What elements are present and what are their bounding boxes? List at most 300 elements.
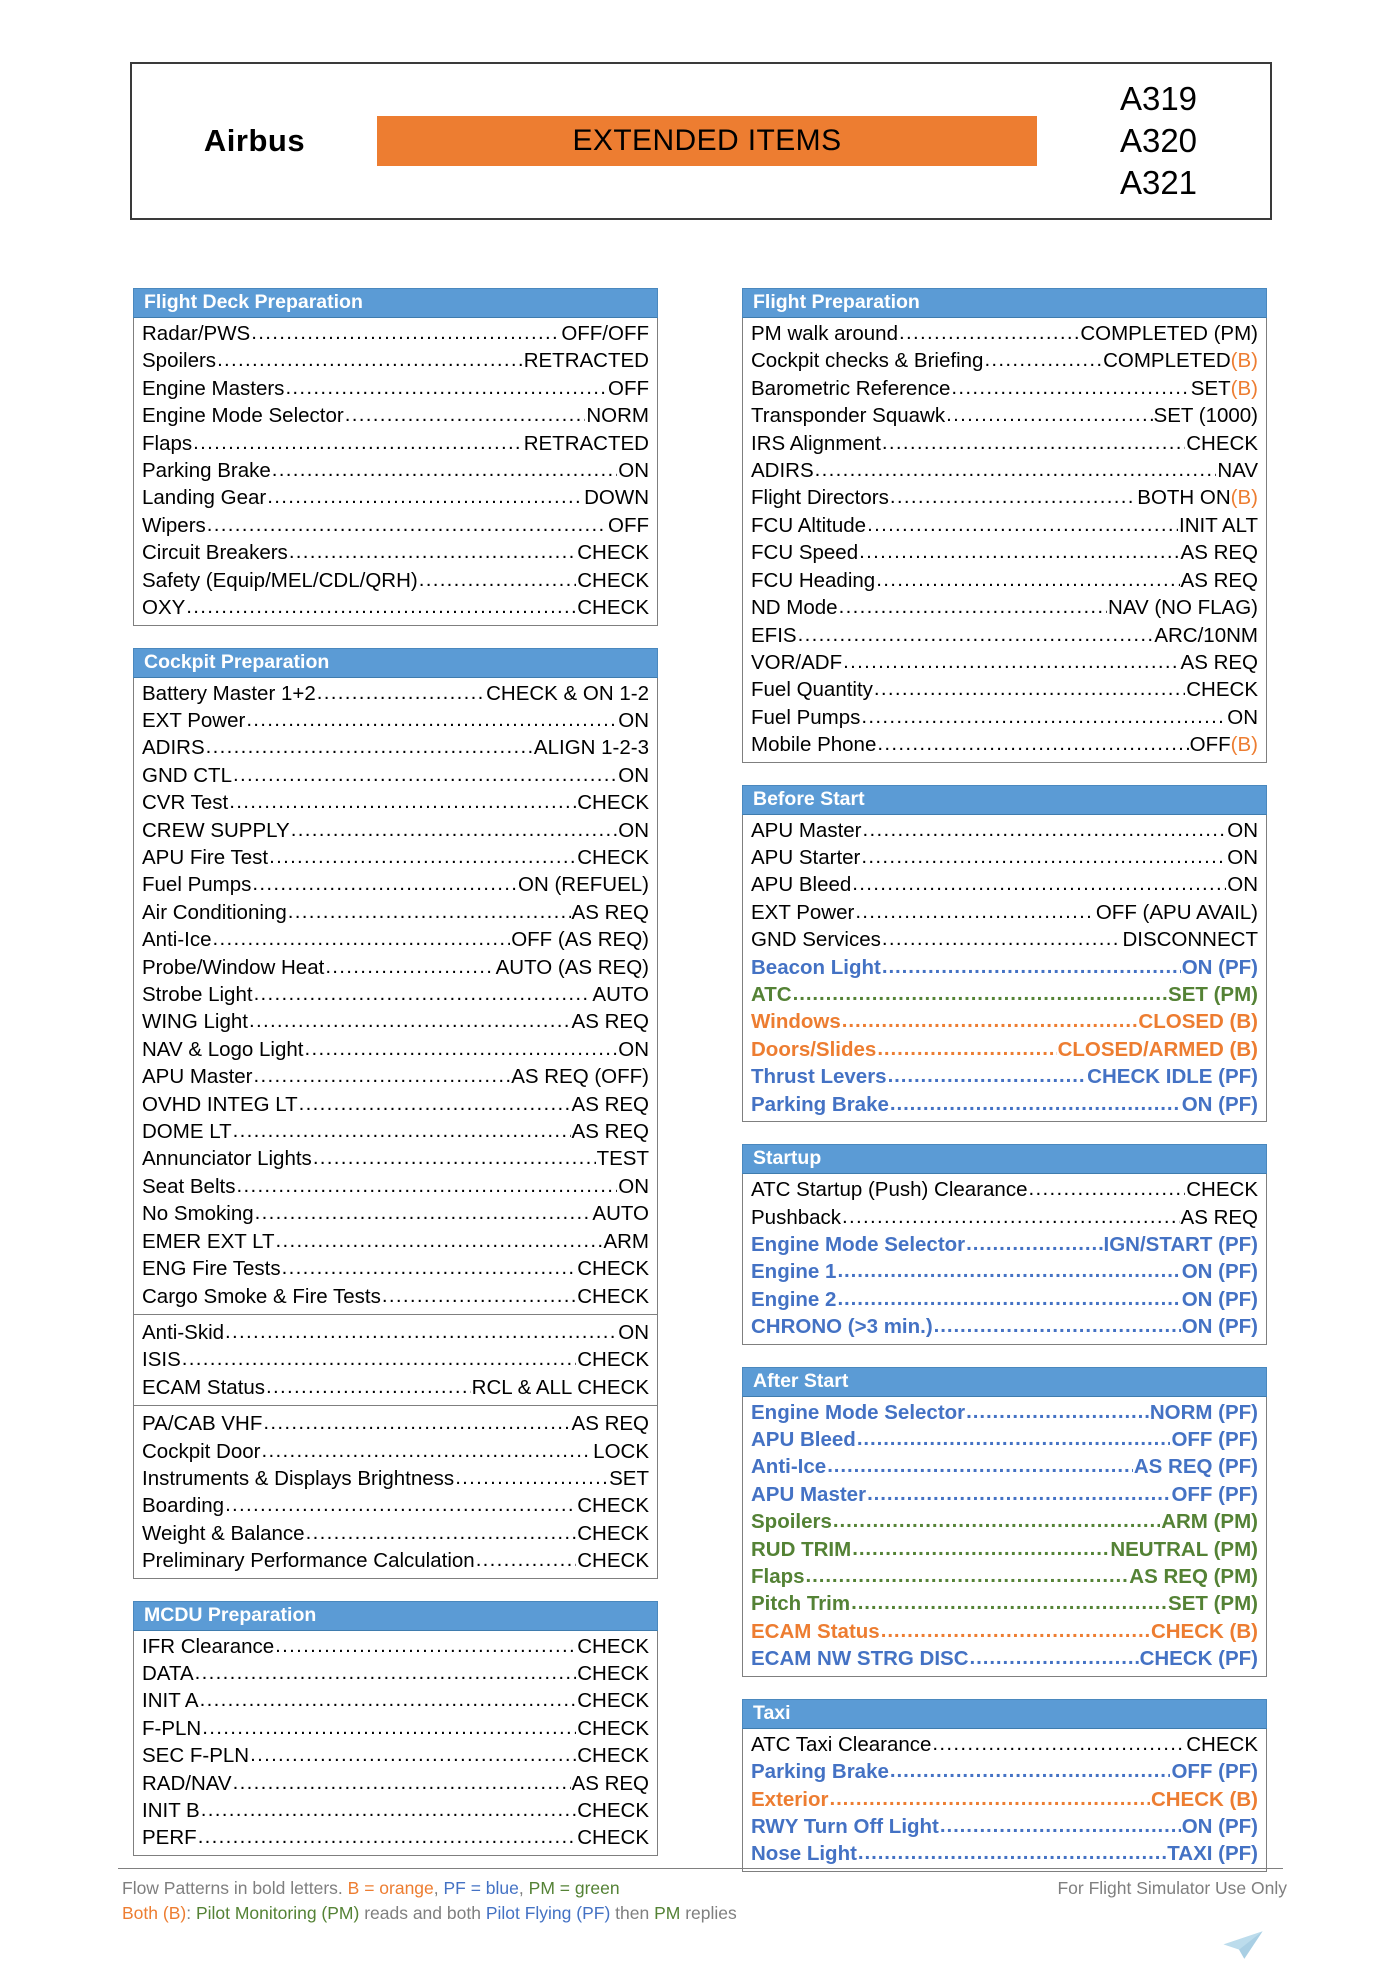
dot-leader: [837, 1286, 1180, 1312]
checklist-row: [751, 1840, 1258, 1867]
checklist-item-label: Annunciator Lights: [142, 1147, 312, 1171]
dot-leader: [246, 707, 617, 733]
dot-leader: [806, 1563, 1129, 1589]
checklist-item-value: CHECK: [577, 1744, 649, 1768]
dot-leader: [970, 1645, 1139, 1671]
dot-leader: [254, 1063, 511, 1089]
checklist-item-label: NAV & Logo Light: [142, 1037, 304, 1061]
checklist-row: [751, 899, 1258, 926]
dot-leader: [867, 512, 1178, 538]
checklist-item-label: GND Services: [751, 928, 881, 952]
checklist-item-label: ENG Fire Tests: [142, 1257, 281, 1281]
checklist-item-label: CHRONO (>3 min.): [751, 1315, 933, 1339]
checklist-item-label: INIT B: [142, 1799, 200, 1823]
checklist-row: [751, 1008, 1258, 1035]
checklist-row: [751, 320, 1258, 347]
checklist-row: [751, 1453, 1258, 1480]
dot-leader: [306, 1520, 577, 1546]
checklist-item-label: ISIS: [142, 1348, 181, 1372]
dot-leader: [233, 1770, 571, 1796]
checklist-item-label: SEC F-PLN: [142, 1744, 250, 1768]
dot-leader: [837, 1258, 1180, 1284]
dot-leader: [966, 1231, 1102, 1257]
checklist-item-value: DISCONNECT: [1122, 928, 1258, 952]
checklist-item-label: PERF: [142, 1826, 197, 1850]
checklist-row: [142, 1319, 649, 1346]
checklist-item-value: CHECK: [577, 1521, 649, 1545]
checklist-item-label: Air Conditioning: [142, 900, 287, 924]
checklist-row: [142, 1145, 649, 1172]
checklist-row: [142, 1228, 649, 1255]
checklist-item-value: OFF (PF): [1171, 1482, 1258, 1506]
checklist-item-label: FCU Speed: [751, 541, 859, 565]
right-column: [742, 288, 1267, 1894]
checklist-item-label: ECAM NW STRG DISC: [751, 1647, 969, 1671]
dot-leader: [882, 954, 1181, 980]
checklist-item-value: RETRACTED: [523, 431, 649, 455]
checklist-row: [751, 375, 1258, 402]
checklist-item-label: No Smoking: [142, 1202, 254, 1226]
checklist-item-suffix: (B): [1230, 733, 1258, 757]
checklist-item-value: SET (1000): [1153, 404, 1258, 428]
checklist-item-label: Preliminary Performance Calculation: [142, 1549, 475, 1573]
checklist-item-label: Battery Master 1+2: [142, 681, 316, 705]
checklist-row: [751, 676, 1258, 703]
footer-legend-part: PF = blue: [443, 1878, 519, 1898]
checklist-item-value: OFF/OFF: [561, 322, 649, 346]
checklist-item-value: RCL & ALL CHECK: [471, 1375, 649, 1399]
section-title: MCDU Preparation: [133, 1601, 658, 1631]
dot-leader: [940, 1813, 1181, 1839]
checklist-item-value: AS REQ (OFF): [511, 1065, 649, 1089]
dot-leader: [317, 680, 485, 706]
checklist-item-value: ON (PF): [1181, 1092, 1258, 1116]
checklist-item-value: CHECK (PF): [1139, 1647, 1258, 1671]
dot-leader: [858, 1840, 1166, 1866]
dot-leader: [815, 457, 1217, 483]
model-a320: A320: [1119, 121, 1198, 159]
checklist-item-value: ARC/10NM: [1154, 623, 1258, 647]
checklist-item-value: TAXI (PF): [1167, 1842, 1258, 1866]
group-divider: [134, 1314, 657, 1315]
checklist-item-value: ARM: [603, 1229, 649, 1253]
checklist-row: [142, 1770, 649, 1797]
footer-right-note: For Flight Simulator Use Only: [1057, 1878, 1287, 1898]
checklist-row: [751, 1063, 1258, 1090]
checklist-item-value: NORM: [586, 404, 649, 428]
checklist-item-label: OXY: [142, 596, 186, 620]
checklist-row: [142, 1091, 649, 1118]
dot-leader: [852, 1536, 1109, 1562]
checklist-item-label: Pitch Trim: [751, 1592, 851, 1616]
checklist-item-label: Spoilers: [142, 349, 217, 373]
checklist-item-label: Landing Gear: [142, 486, 267, 510]
checklist-row: [142, 1660, 649, 1687]
dot-leader: [200, 1687, 577, 1713]
checklist-item-value: SET: [609, 1466, 649, 1490]
checklist-item-value: AUTO (AS REQ): [495, 955, 649, 979]
footer: [122, 1876, 1287, 1926]
checklist-item-value: CHECK: [577, 791, 649, 815]
checklist-item-value: CHECK & ON 1-2: [486, 681, 649, 705]
dot-leader: [289, 539, 576, 565]
checklist-row: [751, 1590, 1258, 1617]
dot-leader: [275, 1633, 576, 1659]
checklist-item-label: Barometric Reference: [751, 376, 951, 400]
checklist-item-label: Engine 1: [751, 1260, 837, 1284]
checklist-item-value: SET: [1190, 376, 1231, 400]
dot-leader: [282, 1255, 577, 1281]
checklist-item-value: INIT ALT: [1179, 513, 1258, 537]
checklist-item-value: OFF: [1189, 733, 1231, 757]
checklist-item-value: ON (PF): [1181, 1260, 1258, 1284]
dot-leader: [325, 954, 494, 980]
checklist-row: [751, 1786, 1258, 1813]
dot-leader: [201, 1797, 577, 1823]
checklist-row: [751, 1563, 1258, 1590]
checklist-row: [751, 484, 1258, 511]
checklist-item-value: CHECK: [1186, 678, 1258, 702]
dot-leader: [252, 871, 517, 897]
checklist-item-value: AS REQ (PM): [1129, 1565, 1258, 1589]
checklist-row: [142, 567, 649, 594]
checklist-row: [751, 1286, 1258, 1313]
checklist-item-value: SET (PM): [1168, 1592, 1258, 1616]
dot-leader: [890, 1091, 1181, 1117]
dot-leader: [225, 1319, 617, 1345]
checklist-item-label: Nose Light: [751, 1842, 857, 1866]
checklist-row: [142, 1036, 649, 1063]
checklist-row: [142, 1255, 649, 1282]
checklist-item-value: AS REQ: [571, 900, 649, 924]
dot-leader: [304, 1036, 617, 1062]
checklist-item-value: AS REQ: [571, 1092, 649, 1116]
section-rows: [743, 1174, 1266, 1343]
checklist-row: [751, 1618, 1258, 1645]
checklist-item-value: CHECK: [577, 1549, 649, 1573]
checklist-row: [142, 594, 649, 621]
checklist-item-value: ON: [618, 763, 649, 787]
checklist-item-label: VOR/ADF: [751, 650, 843, 674]
checklist-row: [751, 649, 1258, 676]
dot-leader: [876, 567, 1179, 593]
dot-leader: [250, 1742, 576, 1768]
dot-leader: [255, 1200, 592, 1226]
checklist-item-label: ATC Startup (Push) Clearance: [751, 1178, 1028, 1202]
checklist-item-value: CHECK: [1186, 1732, 1258, 1756]
checklist-item-value: CHECK: [577, 1257, 649, 1281]
checklist-item-value: NORM (PF): [1149, 1400, 1258, 1424]
dot-leader: [881, 1618, 1150, 1644]
checklist-row: [142, 375, 649, 402]
dot-leader: [182, 1346, 576, 1372]
checklist-item-value: AS REQ: [1180, 568, 1258, 592]
checklist-row: [751, 1508, 1258, 1535]
checklist-row: [142, 1520, 649, 1547]
checklist-row: [142, 899, 649, 926]
checklist-item-label: Wipers: [142, 513, 206, 537]
section-title: After Start: [742, 1367, 1267, 1397]
footer-legend-part: replies: [680, 1903, 737, 1923]
checklist-item-label: DATA: [142, 1662, 194, 1686]
checklist-item-label: Radar/PWS: [142, 322, 251, 346]
checklist-item-label: CREW SUPPLY: [142, 818, 290, 842]
checklist-item-value: ON: [1227, 705, 1258, 729]
checklist-item-value: ON (PF): [1181, 1287, 1258, 1311]
dot-leader: [225, 1492, 576, 1518]
dot-leader: [476, 1547, 577, 1573]
checklist-row: [142, 926, 649, 953]
footer-legend-part: ,: [433, 1878, 444, 1898]
dot-leader: [882, 926, 1122, 952]
checklist-item-label: Engine Masters: [142, 376, 285, 400]
checklist-item-value: NEUTRAL (PM): [1110, 1537, 1258, 1561]
checklist-item-label: Strobe Light: [142, 983, 253, 1007]
checklist-item-value: ON: [618, 459, 649, 483]
checklist-item-value: CHECK: [577, 1494, 649, 1518]
checklist-item-label: Seat Belts: [142, 1174, 236, 1198]
dot-leader: [1028, 1176, 1185, 1202]
checklist-row: [751, 1536, 1258, 1563]
checklist-item-value: AS REQ: [571, 1771, 649, 1795]
checklist-row: [142, 871, 649, 898]
checklist-item-label: Probe/Window Heat: [142, 955, 325, 979]
dot-leader: [254, 981, 592, 1007]
checklist-item-label: ATC Taxi Clearance: [751, 1732, 932, 1756]
checklist-item-value: RETRACTED: [523, 349, 649, 373]
dot-leader: [213, 926, 511, 952]
checklist-item-value: ON: [618, 1174, 649, 1198]
checklist-item-label: Engine Mode Selector: [142, 404, 344, 428]
checklist-item-label: DOME LT: [142, 1120, 232, 1144]
checklist-item-value: CHECK: [577, 1826, 649, 1850]
model-a319: A319: [1119, 79, 1198, 117]
checklist-row: [751, 817, 1258, 844]
dot-leader: [874, 676, 1185, 702]
checklist-item-value: ARM (PM): [1161, 1510, 1258, 1534]
checklist-row: [142, 680, 649, 707]
dot-leader: [899, 320, 1079, 346]
checklist-section: [133, 1601, 658, 1856]
checklist-row: [142, 347, 649, 374]
footer-legend-part: Flow Patterns in bold letters.: [122, 1878, 348, 1898]
checklist-item-label: GND CTL: [142, 763, 232, 787]
checklist-item-label: OVHD INTEG LT: [142, 1092, 298, 1116]
dot-leader: [829, 1786, 1149, 1812]
checklist-item-label: Circuit Breakers: [142, 541, 288, 565]
checklist-item-label: Parking Brake: [751, 1760, 889, 1784]
dot-leader: [233, 762, 617, 788]
checklist-item-value: SET (PM): [1168, 983, 1258, 1007]
checklist-item-value: LOCK: [593, 1439, 649, 1463]
dot-leader: [877, 731, 1188, 757]
checklist-item-label: FCU Heading: [751, 568, 876, 592]
dot-leader: [206, 734, 533, 760]
checklist-item-value: CHECK: [577, 568, 649, 592]
section-title: Flight Preparation: [742, 288, 1267, 318]
footer-legend-part: PM: [654, 1903, 681, 1923]
checklist-row: [142, 981, 649, 1008]
checklist-item-value: CHECK (B): [1150, 1619, 1258, 1643]
dot-leader: [251, 320, 560, 346]
checklist-item-label: APU Master: [751, 818, 862, 842]
checklist-item-value: TEST: [596, 1147, 649, 1171]
checklist-row: [751, 731, 1258, 758]
checklist-item-value: AS REQ (PF): [1133, 1455, 1258, 1479]
checklist-row: [751, 430, 1258, 457]
checklist-row: [142, 789, 649, 816]
checklist-row: [142, 1797, 649, 1824]
checklist-row: [751, 1426, 1258, 1453]
checklist-item-value: CHECK: [1186, 1178, 1258, 1202]
dot-leader: [236, 1173, 617, 1199]
checklist-item-label: INIT A: [142, 1689, 199, 1713]
checklist-row: [142, 1283, 649, 1310]
checklist-item-value: AS REQ: [571, 1412, 649, 1436]
footer-legend-part: Pilot Flying (PF): [485, 1903, 611, 1923]
dot-leader: [299, 1091, 571, 1117]
checklist-item-value: CLOSED/ARMED (B): [1057, 1037, 1258, 1061]
dot-leader: [249, 1008, 571, 1034]
dot-leader: [793, 981, 1167, 1007]
dot-leader: [198, 1824, 577, 1850]
checklist-item-label: PM walk around: [751, 322, 898, 346]
checklist-row: [142, 430, 649, 457]
footer-legend-part: B = orange: [347, 1878, 434, 1898]
checklist-item-label: Anti-Ice: [142, 928, 212, 952]
section-rows: [743, 1729, 1266, 1871]
checklist-item-value: OFF: [608, 376, 649, 400]
checklist-row: [142, 1063, 649, 1090]
checklist-item-value: CHECK: [577, 1662, 649, 1686]
checklist-item-label: Spoilers: [751, 1510, 832, 1534]
checklist-item-label: Anti-Ice: [751, 1455, 827, 1479]
footer-legend-part: PM = green: [528, 1878, 620, 1898]
checklist-row: [142, 1715, 649, 1742]
checklist-item-label: ADIRS: [142, 736, 205, 760]
checklist-row: [142, 1465, 649, 1492]
checklist-item-label: Cockpit checks & Briefing: [751, 349, 984, 373]
checklist-item-value: ALIGN 1-2-3: [533, 736, 649, 760]
checklist-row: [751, 1258, 1258, 1285]
checklist-row: [751, 981, 1258, 1008]
dot-leader: [262, 1438, 593, 1464]
aircraft-models: [1037, 78, 1270, 205]
checklist-item-value: OFF (PF): [1171, 1428, 1258, 1451]
checklist-item-suffix: (B): [1230, 349, 1258, 373]
dot-leader: [207, 512, 607, 538]
checklist-item-label: Mobile Phone: [751, 733, 877, 757]
dot-leader: [984, 347, 1102, 373]
checklist-item-value: ON: [618, 818, 649, 842]
dot-leader: [382, 1283, 576, 1309]
dot-leader: [798, 622, 1154, 648]
checklist-item-label: Parking Brake: [751, 1092, 889, 1116]
checklist-section: [133, 648, 658, 1579]
dot-leader: [843, 649, 1179, 675]
checklist-row: [142, 1200, 649, 1227]
section-rows: [134, 318, 657, 624]
checklist-row: [142, 1742, 649, 1769]
checklist-item-value: AS REQ: [571, 1010, 649, 1034]
checklist-item-label: Engine 2: [751, 1287, 837, 1311]
checklist-item-label: CVR Test: [142, 791, 229, 815]
document-header: [130, 62, 1272, 220]
dot-leader: [833, 1508, 1160, 1534]
document-title: EXTENDED ITEMS: [572, 124, 842, 157]
checklist-row: [751, 1758, 1258, 1785]
checklist-row: [751, 1645, 1258, 1672]
checklist-row: [751, 1813, 1258, 1840]
dot-leader: [272, 457, 617, 483]
checklist-item-value: AS REQ: [1180, 650, 1258, 674]
checklist-item-value: OFF (AS REQ): [511, 928, 649, 952]
checklist-item-label: IFR Clearance: [142, 1634, 275, 1658]
checklist-row: [751, 402, 1258, 429]
checklist-item-value: CHECK: [1186, 431, 1258, 455]
checklist-item-label: ECAM Status: [142, 1375, 266, 1399]
checklist-section: [742, 785, 1267, 1123]
checklist-row: [142, 320, 649, 347]
checklist-row: [751, 926, 1258, 953]
checklist-item-value: ON (REFUEL): [518, 873, 649, 897]
checklist-row: [142, 844, 649, 871]
checklist-item-value: CHECK: [577, 1689, 649, 1713]
section-rows: [134, 1631, 657, 1855]
dot-leader: [888, 1063, 1087, 1089]
checklist-item-value: NAV (NO FLAG): [1108, 596, 1258, 620]
checklist-item-value: ON: [1227, 818, 1258, 842]
checklist-item-value: ON: [1227, 846, 1258, 869]
checklist-row: [751, 1091, 1258, 1118]
checklist-item-label: Pushback: [751, 1205, 842, 1229]
checklist-item-value: OFF: [608, 513, 649, 537]
checklist-item-value: AUTO: [592, 983, 649, 1007]
checklist-row: [142, 457, 649, 484]
dot-leader: [233, 1118, 571, 1144]
checklist-row: [751, 1313, 1258, 1340]
checklist-item-value: NAV: [1217, 459, 1258, 483]
footer-legend-part: :: [186, 1903, 196, 1923]
checklist-row: [751, 844, 1258, 871]
checklist-item-value: COMPLETED (PM): [1080, 322, 1258, 346]
checklist-row: [142, 954, 649, 981]
footer-legend-part: ,: [518, 1878, 529, 1898]
checklist-row: [142, 707, 649, 734]
dot-leader: [851, 1590, 1167, 1616]
dot-leader: [269, 844, 576, 870]
dot-leader: [229, 789, 576, 815]
checklist-row: [142, 1118, 649, 1145]
checklist-row: [142, 1687, 649, 1714]
checklist-row: [142, 1547, 649, 1574]
checklist-item-value: CHECK (B): [1150, 1787, 1258, 1811]
checklist-section: [742, 1699, 1267, 1872]
dot-leader: [966, 1399, 1149, 1425]
checklist-row: [142, 734, 649, 761]
checklist-row: [751, 594, 1258, 621]
checklist-row: [751, 347, 1258, 374]
checklist-row: [142, 1346, 649, 1373]
checklist-row: [142, 1492, 649, 1519]
footer-line-1: [122, 1876, 1287, 1901]
checklist-item-value: CHECK: [577, 1799, 649, 1823]
checklist-item-value: COMPLETED: [1103, 349, 1231, 373]
checklist-item-label: Fuel Quantity: [751, 678, 873, 702]
footer-legend-part: reads and both: [359, 1903, 486, 1923]
dot-leader: [842, 1008, 1138, 1034]
dot-leader: [859, 539, 1179, 565]
